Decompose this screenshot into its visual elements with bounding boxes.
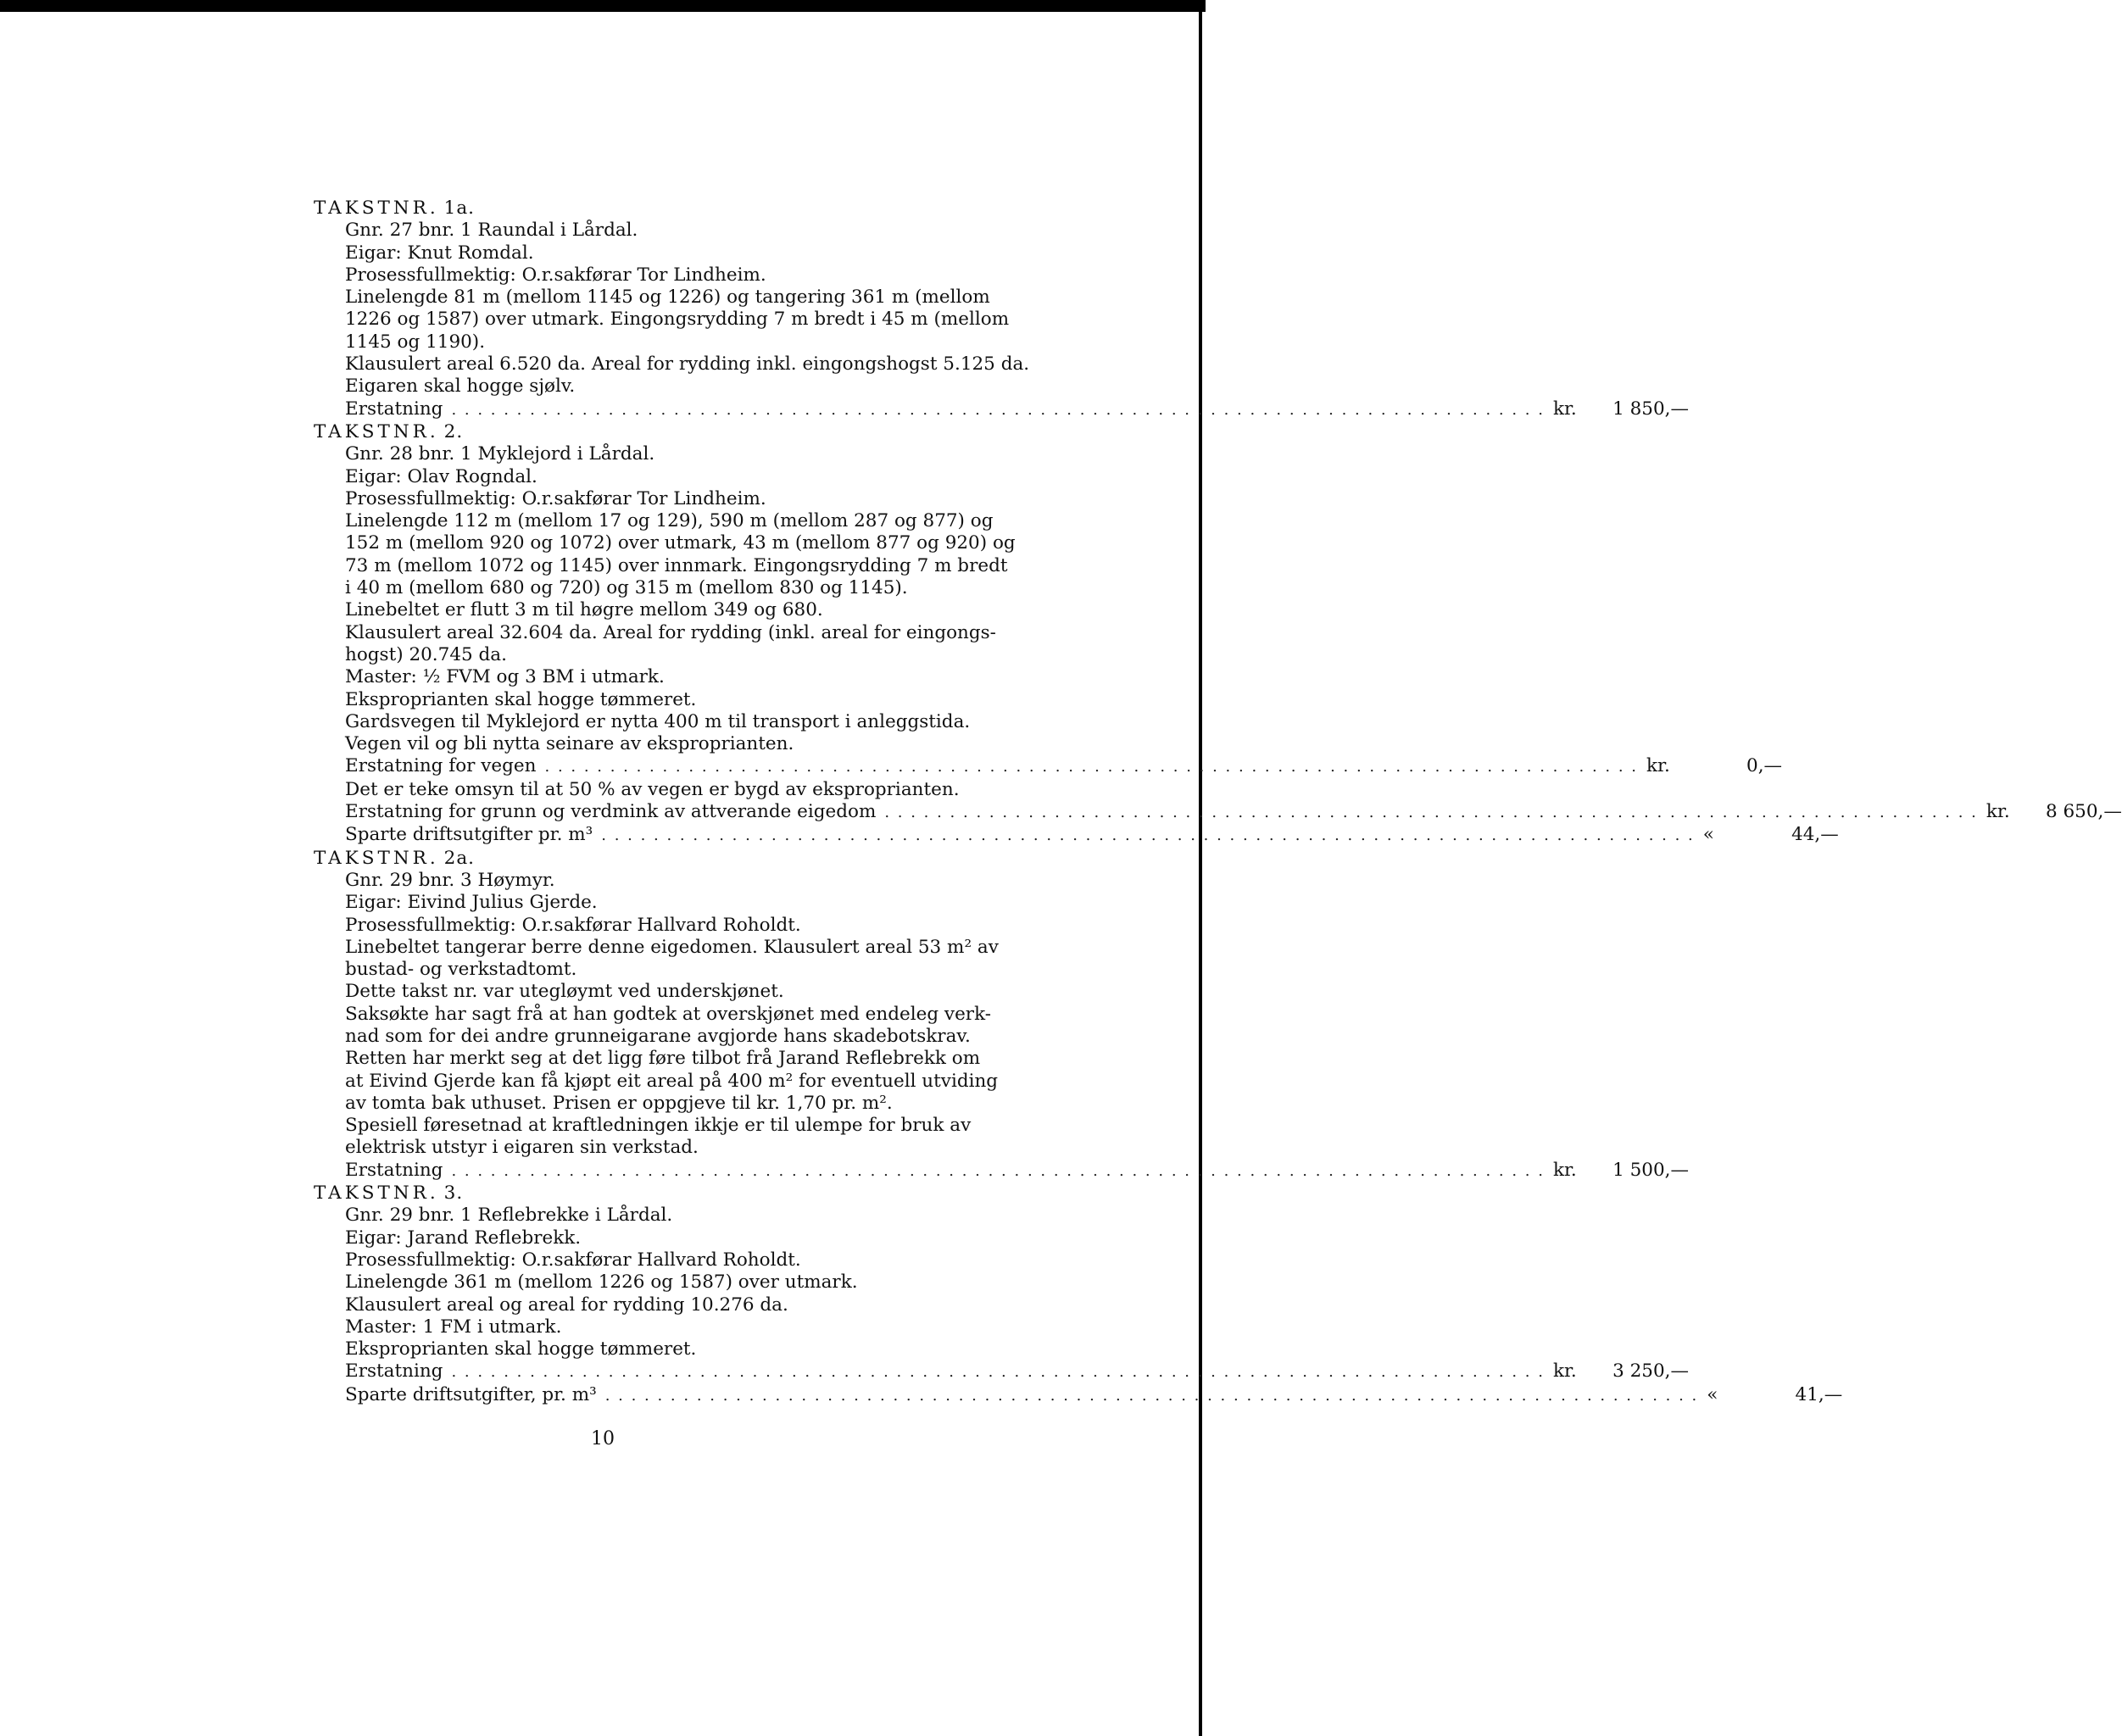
document-body: [314, 198, 2122, 1407]
takst-section: [314, 420, 2122, 848]
text-line: Eksproprianten skal hogge tømmeret.: [345, 688, 697, 710]
text-line: 152 m (mellom 920 og 1072) over utmark, 43 m (mellom 877 og 920) og: [345, 532, 1016, 554]
text-line: av tomta bak uthuset. Prisen er oppgjeve til kr. 1,70 pr. m².: [345, 1092, 893, 1114]
text-line: Linelengde 112 m (mellom 17 og 129), 590 m (mellom 287 og 877) og: [345, 510, 994, 532]
section-heading: [314, 198, 1051, 220]
compensation-currency: kr.: [1552, 1159, 1577, 1181]
section-body: [345, 443, 2122, 847]
text-line: i 40 m (mellom 680 og 720) og 315 m (mellom 830 og 1145).: [345, 577, 908, 599]
compensation-amount: 8 650,—: [2045, 801, 2122, 823]
compensation-amount: 41,—: [1795, 1383, 1843, 1405]
text-line: Eigar: Olav Rogndal.: [345, 465, 537, 487]
text-line: Eksproprianten skal hogge tømmeret.: [345, 1338, 697, 1360]
text-line: Eigaren skal hogge sjølv.: [345, 376, 576, 398]
dot-leader: . . . . . . . . . . . . . . . . . . . . . . . . . . . . . . . . . . . . . . . . . . . . . . . . . . . . . . . . . . . . . . . . . . . . . . . . . . . . . . . . . . . .: [884, 804, 1978, 822]
section-heading: [314, 1182, 1051, 1205]
heading-label: TAKSTNR.: [314, 1182, 439, 1205]
text-line: Retten har merkt seg at det ligg føre tilbot frå Jarand Reflebrekk om: [345, 1048, 981, 1070]
compensation-currency: kr.: [1552, 1360, 1577, 1383]
section-body: [345, 869, 1689, 1182]
text-line: elektrisk utstyr i eigaren sin verkstad.: [345, 1137, 699, 1159]
text-line: Klausulert areal og areal for rydding 10.276 da.: [345, 1294, 788, 1316]
dot-leader: . . . . . . . . . . . . . . . . . . . . . . . . . . . . . . . . . . . . . . . . . . . . . . . . . . . . . . . . . . . . . . . . . . . . . . . . . . . . . . . . . . . .: [544, 758, 1639, 776]
dot-leader: . . . . . . . . . . . . . . . . . . . . . . . . . . . . . . . . . . . . . . . . . . . . . . . . . . . . . . . . . . . . . . . . . . . . . . . . . . . . . . . . . . . .: [451, 1161, 1545, 1180]
compensation-amount: 44,—: [1791, 824, 1839, 846]
compensation-currency: «: [1702, 824, 1714, 846]
compensation-amount: 1 850,—: [1612, 398, 1689, 420]
text-line: Klausulert areal 6.520 da. Areal for rydding inkl. eingongshogst 5.125 da.: [345, 353, 1030, 376]
text-line: 1226 og 1587) over utmark. Eingongsrydding 7 m bredt i 45 m (mellom: [345, 309, 1010, 331]
text-line: 73 m (mellom 1072 og 1145) over innmark. Eingongsrydding 7 m bredt: [345, 554, 1008, 576]
compensation-label: Erstatning: [345, 1360, 443, 1383]
takst-section: [314, 847, 1689, 1182]
text-line: Linebeltet tangerar berre denne eigedomen. Klausulert areal 53 m² av: [345, 936, 999, 958]
compensation-currency: «: [1707, 1383, 1718, 1405]
text-line: Prosessfullmektig: O.r.sakførar Hallvard Roholdt.: [345, 914, 801, 936]
section-heading: [314, 848, 1051, 870]
scan-top-border: [0, 0, 1206, 12]
compensation-row: [345, 1159, 1689, 1182]
text-line: Klausulert areal 32.604 da. Areal for rydding (inkl. areal for eingongs-: [345, 621, 996, 643]
text-line: hogst) 20.745 da.: [345, 643, 507, 665]
dot-leader: . . . . . . . . . . . . . . . . . . . . . . . . . . . . . . . . . . . . . . . . . . . . . . . . . . . . . . . . . . . . . . . . . . . . . . . . . . . . . . . . . . . .: [601, 826, 1695, 845]
heading-number: 2.: [443, 420, 464, 442]
compensation-amount: 1 500,—: [1612, 1159, 1689, 1181]
page-number: 10: [591, 1428, 615, 1449]
compensation-label: Erstatning for vegen: [345, 755, 537, 777]
text-line: Gnr. 28 bnr. 1 Myklejord i Lårdal.: [345, 443, 655, 465]
dot-leader: . . . . . . . . . . . . . . . . . . . . . . . . . . . . . . . . . . . . . . . . . . . . . . . . . . . . . . . . . . . . . . . . . . . . . . . . . . . . . . . . . . . .: [451, 1363, 1545, 1382]
text-line: Prosessfullmektig: O.r.sakførar Tor Lindheim.: [345, 487, 766, 509]
section-body: [345, 1205, 1843, 1407]
compensation-row: [345, 755, 1783, 778]
compensation-row: [345, 824, 1839, 847]
takst-section: [314, 198, 1689, 421]
compensation-row: [345, 1360, 1689, 1383]
dot-leader: . . . . . . . . . . . . . . . . . . . . . . . . . . . . . . . . . . . . . . . . . . . . . . . . . . . . . . . . . . . . . . . . . . . . . . . . . . . . . . . . . . . .: [604, 1386, 1699, 1405]
compensation-currency: kr.: [1552, 398, 1577, 420]
text-line: Linelengde 81 m (mellom 1145 og 1226) og tangering 361 m (mellom: [345, 287, 990, 309]
section-heading: [314, 421, 1051, 443]
text-line: Eigar: Knut Romdal.: [345, 242, 534, 264]
text-line: Spesiell føresetnad at kraftledningen ikkje er til ulempe for bruk av: [345, 1115, 972, 1137]
note-line: Det er teke omsyn til at 50 % av vegen er bygd av eksproprianten.: [345, 778, 960, 800]
text-line: Gardsvegen til Myklejord er nytta 400 m til transport i anleggstida.: [345, 710, 971, 732]
text-line: Linelengde 361 m (mellom 1226 og 1587) over utmark.: [345, 1271, 858, 1294]
text-line: Linebeltet er flutt 3 m til høgre mellom 349 og 680.: [345, 599, 823, 621]
compensation-currency: kr.: [1646, 755, 1670, 777]
compensation-row: [345, 398, 1689, 421]
text-line: Master: ½ FVM og 3 BM i utmark.: [345, 666, 665, 688]
heading-number: 1a.: [443, 198, 476, 219]
text-line: Master: 1 FM i utmark.: [345, 1316, 562, 1338]
compensation-row: [345, 1383, 1843, 1407]
compensation-label: Erstatning: [345, 1159, 443, 1181]
compensation-label: Sparte driftsutgifter, pr. m³: [345, 1383, 597, 1405]
heading-label: TAKSTNR.: [314, 198, 439, 219]
compensation-amount: 3 250,—: [1612, 1360, 1689, 1383]
heading-number: 3.: [443, 1182, 464, 1205]
text-line: Saksøkte har sagt frå at han godtek at overskjønet med endeleg verk-: [345, 1003, 991, 1025]
compensation-label: Erstatning: [345, 398, 443, 420]
text-line: Eigar: Jarand Reflebrekk.: [345, 1227, 582, 1249]
text-line: Dette takst nr. var utegløymt ved underskjønet.: [345, 981, 784, 1003]
text-line: 1145 og 1190).: [345, 331, 486, 353]
takst-section: [314, 1182, 1843, 1407]
heading-label: TAKSTNR.: [314, 847, 439, 869]
text-line: nad som for dei andre grunneigarane avgjorde hans skadebotskrav.: [345, 1025, 971, 1047]
compensation-label: Erstatning for grunn og verdmink av attverande eigedom: [345, 801, 877, 823]
heading-number: 2a.: [443, 847, 476, 869]
compensation-currency: kr.: [1986, 801, 2010, 823]
section-body: [345, 220, 1689, 421]
compensation-amount: 0,—: [1746, 755, 1783, 777]
text-line: Prosessfullmektig: O.r.sakførar Hallvard Roholdt.: [345, 1249, 801, 1271]
text-line: Gnr. 27 bnr. 1 Raundal i Lårdal.: [345, 220, 638, 242]
heading-label: TAKSTNR.: [314, 420, 439, 442]
compensation-row: [345, 801, 2122, 824]
dot-leader: . . . . . . . . . . . . . . . . . . . . . . . . . . . . . . . . . . . . . . . . . . . . . . . . . . . . . . . . . . . . . . . . . . . . . . . . . . . . . . . . . . . .: [451, 400, 1545, 419]
text-line: Prosessfullmektig: O.r.sakførar Tor Lindheim.: [345, 264, 766, 286]
text-line: Gnr. 29 bnr. 3 Høymyr.: [345, 869, 555, 891]
text-line: at Eivind Gjerde kan få kjøpt eit areal på 400 m² for eventuell utviding: [345, 1070, 999, 1092]
text-line: Vegen vil og bli nytta seinare av eksproprianten.: [345, 733, 794, 755]
text-line: bustad- og verkstadtomt.: [345, 959, 577, 981]
text-line: Eigar: Eivind Julius Gjerde.: [345, 892, 598, 914]
compensation-label: Sparte driftsutgifter pr. m³: [345, 824, 593, 846]
text-line: Gnr. 29 bnr. 1 Reflebrekke i Lårdal.: [345, 1205, 673, 1227]
